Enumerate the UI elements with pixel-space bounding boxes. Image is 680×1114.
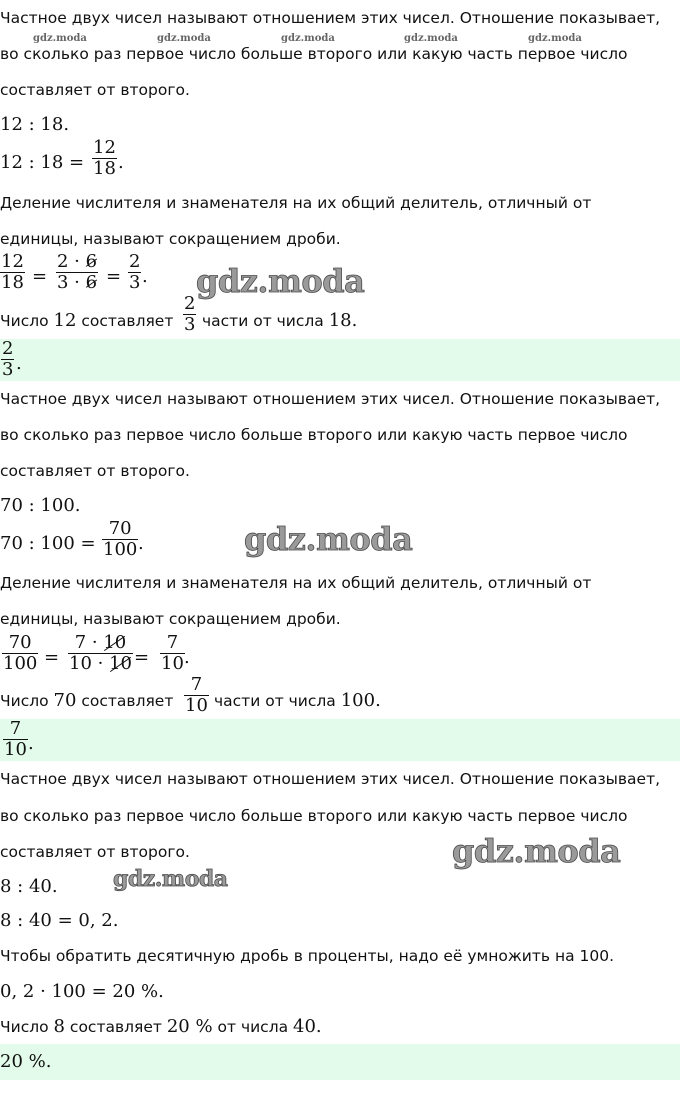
numerator: 7 · 10 bbox=[74, 632, 127, 653]
denominator: 10 bbox=[4, 739, 27, 760]
denominator: 10 bbox=[185, 695, 208, 716]
denominator: 10 · 10 bbox=[69, 653, 132, 674]
reduction-rule-line-1: Деление числителя и знаменателя на их общий делитель, отличный от bbox=[0, 574, 592, 592]
definition-line-1: Частное двух чисел называют отношением этих чисел. Отношение показывает, bbox=[0, 9, 661, 27]
denominator: 3 bbox=[184, 314, 196, 335]
period: . bbox=[138, 533, 144, 554]
denominator: 3 · 6 bbox=[57, 272, 98, 293]
watermark: gdz.moda bbox=[452, 832, 621, 870]
denominator: 18 bbox=[1, 272, 24, 293]
definition-line-3: составляет от второго. bbox=[0, 843, 190, 861]
denominator: 100 bbox=[103, 539, 138, 560]
period: . bbox=[142, 266, 148, 287]
answer-box bbox=[0, 339, 680, 381]
reduction-rule-line-2: единицы, называют сокращением дроби. bbox=[0, 610, 341, 628]
equals-sign: = bbox=[134, 647, 150, 668]
watermark-small: gdz.moda bbox=[33, 33, 87, 44]
fraction bbox=[160, 633, 185, 674]
fraction bbox=[183, 294, 196, 335]
denominator: 100 bbox=[3, 653, 38, 674]
reduction-rule-line-2: единицы, называют сокращением дроби. bbox=[0, 230, 341, 248]
answer-text: 20 %. bbox=[0, 1051, 52, 1072]
fraction bbox=[0, 252, 25, 293]
period: . bbox=[16, 353, 22, 374]
equation-lhs: 70 : 100 = bbox=[0, 533, 96, 554]
percent-rule: Чтобы обратить десятичную дробь в проценты, надо её умножить на 100. bbox=[0, 947, 615, 965]
numerator: 2 bbox=[2, 338, 14, 359]
conclusion: Число 8 составляет 20 % от числа 40. bbox=[0, 1016, 322, 1037]
watermark: gdz.moda bbox=[244, 520, 413, 558]
numerator: 2 · 6 bbox=[57, 251, 98, 272]
answer-box bbox=[0, 1044, 680, 1080]
ratio-expression: 70 : 100. bbox=[0, 495, 81, 516]
numerator: 2 bbox=[184, 293, 196, 314]
equals-sign: = bbox=[32, 266, 48, 287]
watermark-small: gdz.moda bbox=[404, 33, 458, 44]
period: . bbox=[28, 733, 34, 754]
numerator: 12 bbox=[93, 137, 116, 158]
watermark-small: gdz.moda bbox=[528, 33, 582, 44]
reduction-rule-line-1: Деление числителя и знаменателя на их общий делитель, отличный от bbox=[0, 194, 592, 212]
definition-line-2: во сколько раз первое число больше второго или какую часть первое число bbox=[0, 807, 628, 825]
numerator: 7 bbox=[9, 718, 22, 739]
period: . bbox=[184, 647, 190, 668]
numerator: 70 bbox=[8, 632, 32, 653]
watermark: gdz.moda bbox=[113, 866, 228, 892]
definition-line-3: составляет от второго. bbox=[0, 462, 190, 480]
ratio-expression: 12 : 18. bbox=[0, 114, 70, 135]
definition-line-2: во сколько раз первое число больше второго или какую часть первое число bbox=[0, 45, 628, 63]
numerator: 12 bbox=[1, 251, 24, 272]
definition-line-1: Частное двух чисел называют отношением этих чисел. Отношение показывает, bbox=[0, 390, 661, 408]
denominator: 3 bbox=[129, 272, 141, 293]
fraction bbox=[56, 252, 98, 293]
definition-line-1: Частное двух чисел называют отношением этих чисел. Отношение показывает, bbox=[0, 770, 661, 788]
percent-calculation: 0, 2 · 100 = 20 %. bbox=[0, 981, 164, 1002]
conclusion-tail: части от числа 100. bbox=[214, 690, 381, 711]
fraction bbox=[102, 519, 138, 560]
numerator: 7 bbox=[190, 674, 203, 695]
answer-fraction bbox=[1, 339, 14, 380]
fraction bbox=[184, 675, 209, 716]
conclusion-tail: части от числа 18. bbox=[202, 310, 358, 331]
fraction bbox=[128, 252, 141, 293]
denominator: 10 bbox=[161, 653, 184, 674]
fraction bbox=[2, 633, 38, 674]
fraction bbox=[92, 138, 117, 179]
equation-lhs: 12 : 18 = bbox=[0, 152, 85, 173]
period: . bbox=[118, 152, 124, 173]
fraction bbox=[68, 633, 133, 674]
denominator: 18 bbox=[93, 158, 116, 179]
equals-sign: = bbox=[106, 266, 122, 287]
decimal-equation: 8 : 40 = 0, 2. bbox=[0, 910, 119, 931]
denominator: 3 bbox=[2, 359, 14, 380]
numerator: 7 bbox=[166, 632, 179, 653]
numerator: 70 bbox=[108, 518, 132, 539]
definition-line-2: во сколько раз первое число больше второго или какую часть первое число bbox=[0, 426, 628, 444]
ratio-expression: 8 : 40. bbox=[0, 876, 58, 897]
answer-fraction bbox=[3, 719, 28, 760]
definition-line-3: составляет от второго. bbox=[0, 81, 190, 99]
equals-sign: = bbox=[44, 647, 60, 668]
conclusion: Число 70 составляет bbox=[0, 690, 174, 711]
answer-box bbox=[0, 719, 680, 761]
watermark: gdz.moda bbox=[196, 262, 365, 300]
watermark-small: gdz.moda bbox=[157, 33, 211, 44]
watermark-small: gdz.moda bbox=[281, 33, 335, 44]
numerator: 2 bbox=[129, 251, 141, 272]
conclusion: Число 12 составляет bbox=[0, 310, 174, 331]
